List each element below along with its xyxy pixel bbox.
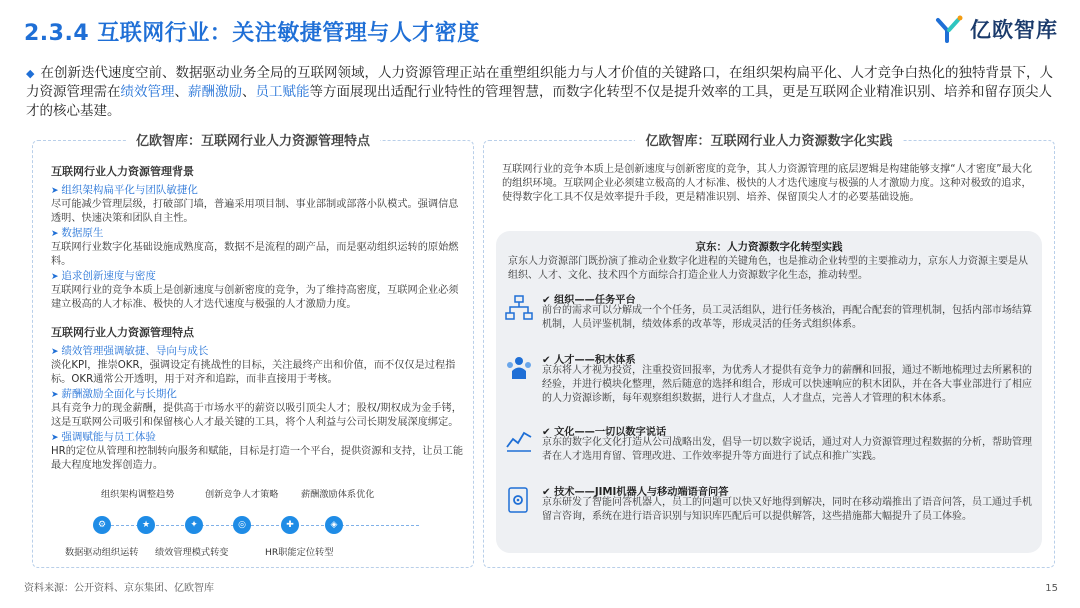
bg-item-title: ➤ 数据原生 bbox=[51, 226, 466, 241]
flow-node-icon: ◈ bbox=[325, 516, 343, 534]
brand-name: 亿欧智库 bbox=[970, 18, 1058, 42]
flow-top-label: 创新竞争人才策略 bbox=[205, 489, 279, 500]
jd-item-title: ✔ 技术——JIMI机器人与移动端语音问答 bbox=[542, 487, 729, 498]
jd-case-title: 京东：人力资源数字化转型实践 bbox=[695, 241, 843, 253]
highlight-performance: 绩效管理 bbox=[120, 84, 175, 100]
right-panel bbox=[483, 134, 1055, 568]
bg-item-text: 互联网行业数字化基础设施成熟度高，数据不是流程的副产品，而是驱动组织运转的原始燃料。 bbox=[51, 242, 459, 267]
feature-item-text: 淡化KPI，推崇OKR，强调设定有挑战性的目标，关注最终产出和价值，而不仅仅是过程指标。OKR通常公开透明，用于对齐和追踪，而非直接用于考核。 bbox=[51, 360, 456, 385]
highlight-empowerment: 员工赋能 bbox=[255, 84, 310, 100]
flow-node-icon: ★ bbox=[137, 516, 155, 534]
jd-item-text: 前台的需求可以分解成一个个任务，员工灵活组队，进行任务核治，再配合配套的管理机制，包括内部市场结算机制，人员评鉴机制，绩效体系的改革等，形成灵活的任务式组织体系。 bbox=[542, 305, 1032, 330]
flow-bottom-label: 绩效管理模式转变 bbox=[155, 547, 229, 558]
features-list bbox=[51, 344, 466, 473]
intro-sep-1: 、 bbox=[174, 84, 188, 100]
intro-text-2: 等方面展现出适配行业特性的管理智慧，而数字化转型不仅是提升效率的工具，更是互联网企业精准识别、培养和留存顶尖人才的核心基建。 bbox=[26, 84, 1052, 119]
gear-document-icon bbox=[504, 485, 534, 515]
feature-item-text: 具有竞争力的现金薪酬，提供高于市场水平的薪资以吸引顶尖人才；股权/期权成为金手铐，这是互联网公司吸引和保留核心人才最关键的工具，将个人利益与公司长期发展深度绑定。 bbox=[51, 403, 462, 428]
jd-item-title: ✔ 人才——积木体系 bbox=[542, 355, 636, 366]
intro-sep-2: 、 bbox=[242, 84, 256, 100]
diamond-bullet-icon: ◆ bbox=[26, 67, 35, 80]
jd-item-text: 京东研发了智能问答机器人，员工的问题可以快又好地得到解决，同时在移动端推出了语音问答，员工通过手机留言咨询，系统在进行语音识别与知识库匹配后可以提供解答，这些措施都大幅提升了员工体验。 bbox=[542, 497, 1032, 522]
flow-node-icon: ⚙ bbox=[93, 516, 111, 534]
jd-case-box bbox=[496, 231, 1042, 553]
background-list bbox=[51, 183, 466, 312]
bg-item-text: 互联网行业的竞争本质上是创新速度与创新密度的竞争，为了维持高密度，互联网企业必须建立极高的人才标准、极快的人才迭代速度与极强的人才激励力度。 bbox=[51, 285, 459, 310]
feature-item-text: HR的定位从管理和控制转向服务和赋能，目标是打造一个平台，提供资源和支持，让员工能最大程度地发挥创造力。 bbox=[51, 446, 464, 471]
background-section-title: 互联网行业人力资源管理背景 bbox=[51, 165, 194, 178]
right-panel-heading-wrap bbox=[484, 130, 1054, 149]
jd-item-text: 京东的数字化文化打造从公司战略出发，倡导一切以数字说话，通过对人力资源管理过程数据的分析，帮助管理者在人才选用育留、管理改进、工作效率提升等方面进行了试点和推广实践。 bbox=[542, 437, 1032, 462]
jd-case-intro: 京东人力资源部门既扮演了推动企业数字化进程的关键角色，也是推动企业转型的主要推动力，京东人力资源主要是从组织、人才、文化、技术四个方面综合打造企业人力资源数字化生态，推动转型。 bbox=[508, 256, 1028, 281]
page-title: 2.3.4 互联网行业：关注敏捷管理与人才密度 bbox=[24, 21, 480, 46]
intro-paragraph bbox=[26, 64, 1056, 121]
right-panel-heading: 亿欧智库：互联网行业人力资源数字化实践 bbox=[635, 134, 902, 149]
intro-text-1: 在创新迭代速度空前、数据驱动业务全局的互联网领域，人力资源管理正站在重塑组织能力与人才价值的关键路口，在组织架构扁平化、人才竞争白热化的独特背景下，人力资源管理需在 bbox=[26, 65, 1053, 100]
feature-item-title: ➤ 强调赋能与员工体验 bbox=[51, 430, 466, 445]
org-chart-icon bbox=[504, 293, 534, 323]
bg-item-text: 尽可能减少管理层级，打破部门墙，普遍采用项目制、事业部制或部落小队模式。强调信息透明、快速决策和团队自主性。 bbox=[51, 199, 459, 224]
flow-node-icon: ◎ bbox=[233, 516, 251, 534]
page-number: 15 bbox=[1045, 583, 1058, 594]
features-section-title: 互联网行业人力资源管理特点 bbox=[51, 326, 194, 339]
left-panel-heading: 亿欧智库：互联网行业人力资源管理特点 bbox=[126, 134, 380, 149]
flow-bottom-label: 数据驱动组织运转 bbox=[65, 547, 139, 558]
feature-item-title: ➤ 薪酬激励全面化与长期化 bbox=[51, 387, 466, 402]
flow-top-label: 薪酬激励体系优化 bbox=[301, 489, 375, 500]
flow-node-icon: ✚ bbox=[281, 516, 299, 534]
line-chart-icon bbox=[504, 425, 534, 455]
flow-node-icon: ✦ bbox=[185, 516, 203, 534]
brand-logo bbox=[934, 14, 1058, 44]
flow-bottom-label: HR职能定位转型 bbox=[265, 547, 334, 558]
trend-flow-diagram bbox=[65, 486, 423, 561]
highlight-compensation: 薪酬激励 bbox=[188, 84, 242, 100]
feature-item-title: ➤ 绩效管理强调敏捷、导向与成长 bbox=[51, 344, 466, 359]
left-panel-heading-wrap bbox=[33, 130, 473, 149]
right-panel-intro: 互联网行业的竞争本质上是创新速度与创新密度的竞争，其人力资源管理的底层逻辑是构建能够支撑“人才密度”最大化的组织环境。互联网企业必须建立极高的人才标准、极快的人才迭代速度与极强的人才激励力度。这种对极致的追求，使得数字化工具不仅是效率提升手段，更是精准识别、培养、保留顶尖人才的必要基础设施。 bbox=[502, 164, 1033, 203]
jd-item-text: 京东将人才视为投资，注重投资回报率，为优秀人才提供有竞争力的薪酬和回报，通过不断地梳理过去所累积的经验，并进行模块化整理，然后随意的选择和组合，形成可以快速响应的积木团队，并在各大事业部进行了相应的人力资源诊断，每年观察组织数据，进行人才盘点，人才盘点，完善人才管理的积木体系。 bbox=[542, 365, 1032, 404]
jd-item-title: ✔ 组织——任务平台 bbox=[542, 295, 636, 306]
logo-icon bbox=[934, 14, 964, 44]
left-panel bbox=[32, 134, 474, 568]
bg-item-title: ➤ 组织架构扁平化与团队敏捷化 bbox=[51, 183, 466, 198]
flow-top-label: 组织架构调整趋势 bbox=[101, 489, 175, 500]
people-icon bbox=[504, 353, 534, 383]
left-panel-content bbox=[51, 163, 466, 473]
bg-item-title: ➤ 追求创新速度与密度 bbox=[51, 269, 466, 284]
source-note: 资料来源：公开资料、京东集团、亿欧智库 bbox=[24, 583, 214, 594]
jd-item-title: ✔ 文化——一切以数字说话 bbox=[542, 427, 667, 438]
